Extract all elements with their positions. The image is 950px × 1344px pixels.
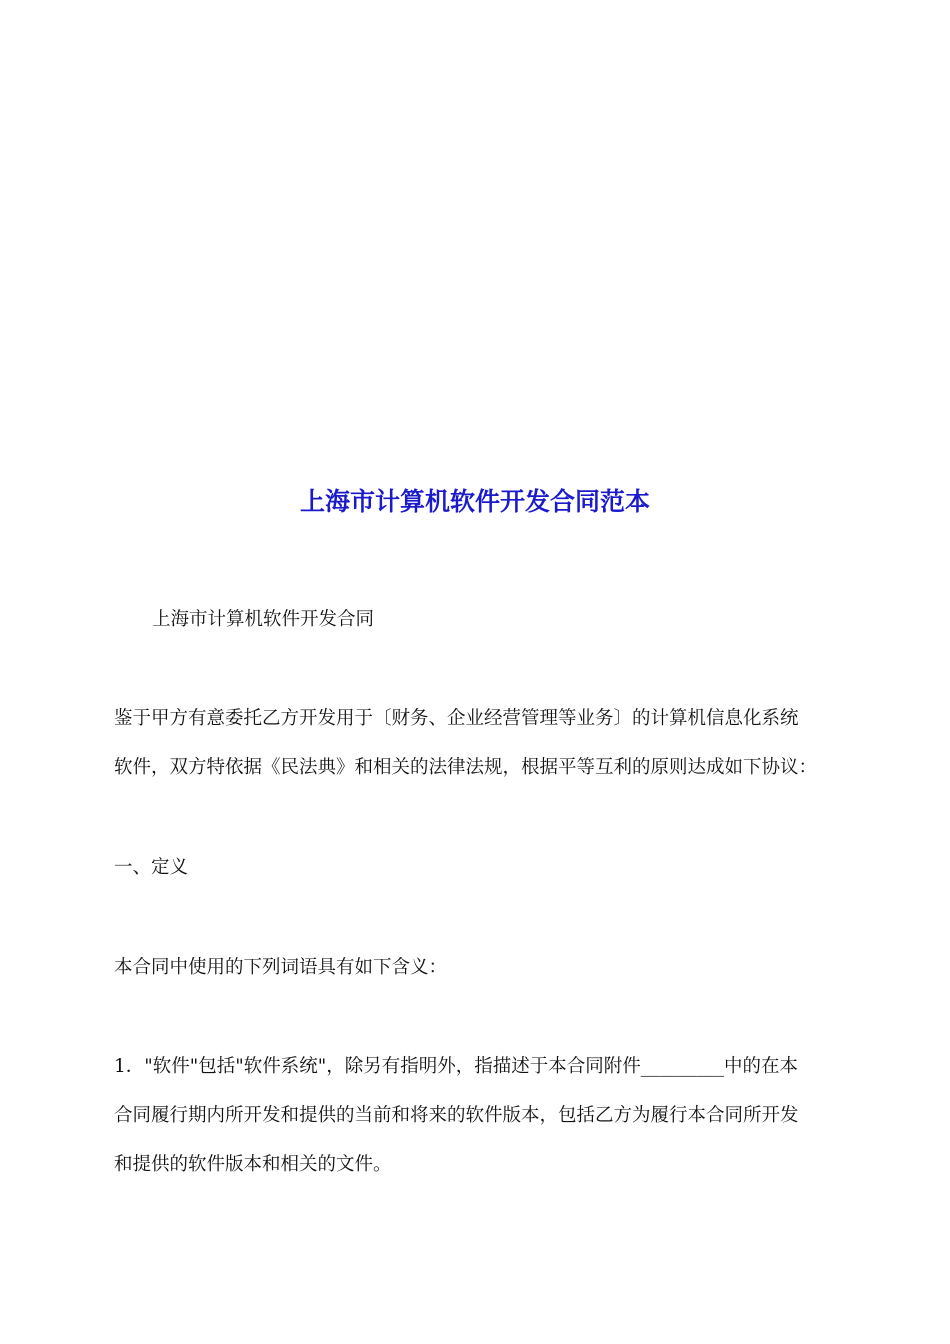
page-title: 上海市计算机软件开发合同范本 bbox=[299, 487, 650, 516]
clause-line: 1．"软件"包括"软件系统"，除另有指明外，指描述于本合同附件_________中的在本 bbox=[114, 1056, 799, 1077]
section-heading: 一、定义 bbox=[114, 857, 189, 878]
clause-line: 和提供的软件版本和相关的文件。 bbox=[114, 1154, 392, 1175]
preamble-paragraph bbox=[114, 694, 838, 792]
clause-1-paragraph bbox=[114, 1042, 838, 1189]
definitions-intro: 本合同中使用的下列词语具有如下含义： bbox=[114, 957, 448, 978]
preamble-line: 软件，双方特依据《民法典》和相关的法律法规，根据平等互利的原则达成如下协议： bbox=[114, 757, 818, 778]
clause-line: 合同履行期内所开发和提供的当前和将来的软件版本，包括乙方为履行本合同所开发 bbox=[114, 1105, 799, 1126]
document-subtitle: 上海市计算机软件开发合同 bbox=[152, 609, 375, 630]
preamble-line: 鉴于甲方有意委托乙方开发用于〔财务、企业经营管理等业务〕的计算机信息化系统 bbox=[114, 708, 799, 729]
